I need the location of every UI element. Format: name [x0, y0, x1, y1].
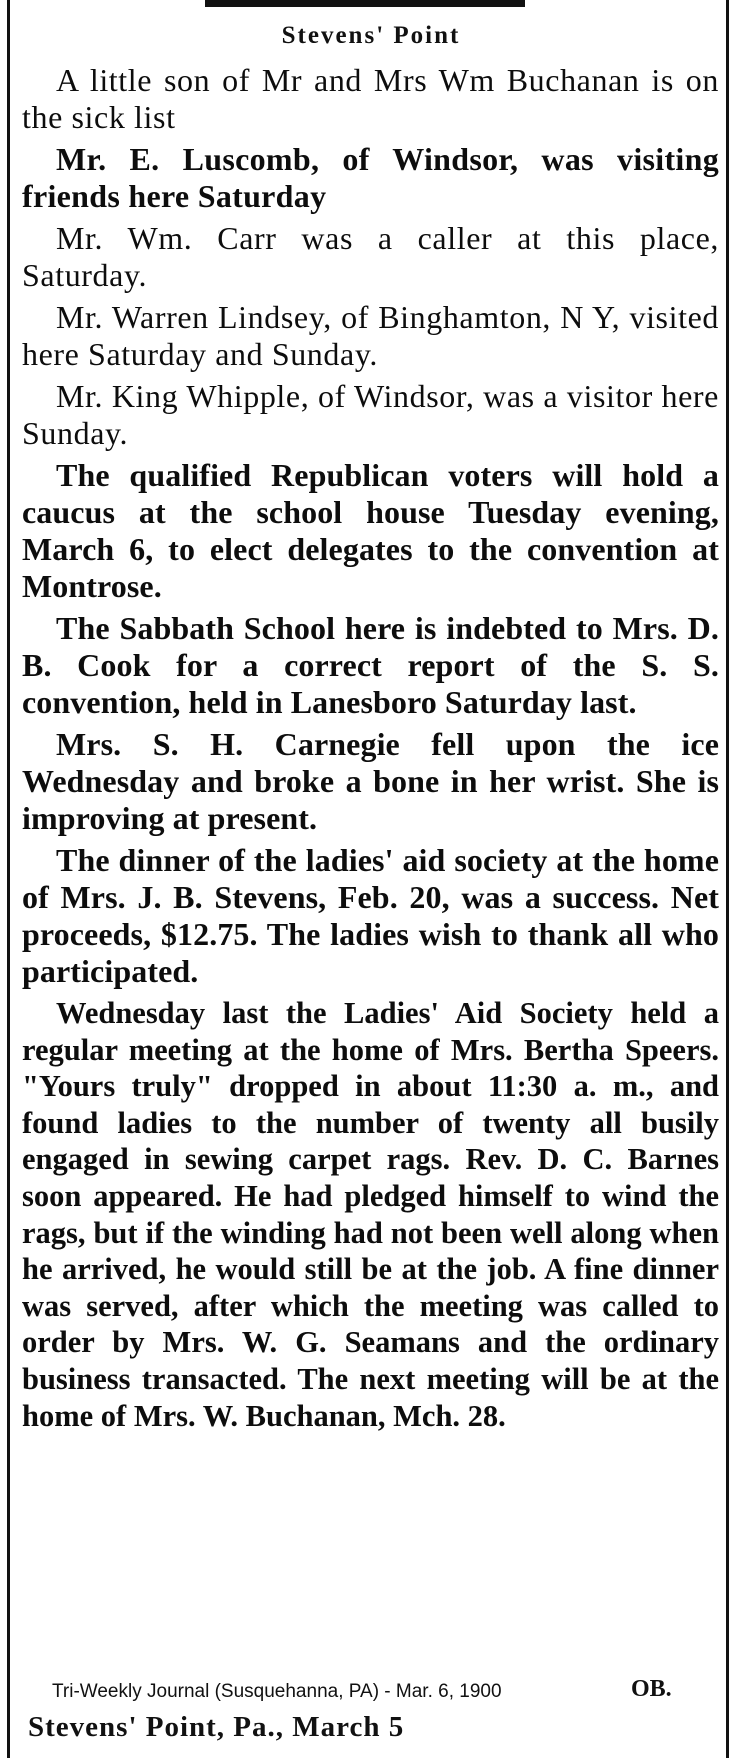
- paragraph-whipple: Mr. King Whipple, of Windsor, was a visitor here Sunday.: [22, 378, 719, 451]
- paragraph-lindsey: Mr. Warren Lindsey, of Binghamton, N Y, visited here Saturday and Sunday.: [22, 299, 719, 372]
- paragraph-carr: Mr. Wm. Carr was a caller at this place, Saturday.: [22, 220, 719, 293]
- paragraph-carnegie: Mrs. S. H. Carnegie fell upon the ice Wednesday and broke a bone in her wrist. She is improving at present.: [22, 726, 719, 836]
- paragraph-sabbath-school: The Sabbath School here is indebted to Mrs. D. B. Cook for a correct report of the S. S. convention, held in Lanesboro Saturday last.: [22, 610, 719, 720]
- signature: OB.: [631, 1676, 672, 1702]
- dateline: Stevens' Point, Pa., March 5: [28, 1711, 405, 1743]
- paragraph-aid-society: Wednesday last the Ladies' Aid Society held a regular meeting at the home of Mrs. Bertha Speers. "Yours truly" dropped in about 11:30 a. m., and found ladies to the number of twenty all busily engaged in sewing carpet rags. Rev. D. C. Barnes soon appeared. He had pledged himself to wind the rags, but if the winding had not been well along when he arrived, he would still be at the job. A fine dinner was served, after which the meeting was called to order by Mrs. W. G. Seamans and the ordinary business transacted. The next meeting will be at the home of Mrs. W. Buchanan, Mch. 28.: [22, 996, 719, 1433]
- article-body: [22, 62, 719, 1438]
- paragraph-caucus: The qualified Republican voters will hold a caucus at the school house Tuesday evening, March 6, to elect delegates to the convention at Montrose.: [22, 457, 719, 604]
- article-heading: Stevens' Point: [281, 22, 461, 49]
- top-rule: [205, 0, 525, 7]
- paragraph-luscomb: Mr. E. Luscomb, of Windsor, was visiting friends here Saturday: [22, 141, 719, 214]
- source-caption: Tri-Weekly Journal (Susquehanna, PA) - Mar. 6, 1900: [52, 1681, 502, 1702]
- paragraph-sick-list: A little son of Mr and Mrs Wm Buchanan is on the sick list: [22, 62, 719, 135]
- paragraph-dinner: The dinner of the ladies' aid society at the home of Mrs. J. B. Stevens, Feb. 20, was a success. Net proceeds, $12.75. The ladies wish to thank all who participated.: [22, 842, 719, 989]
